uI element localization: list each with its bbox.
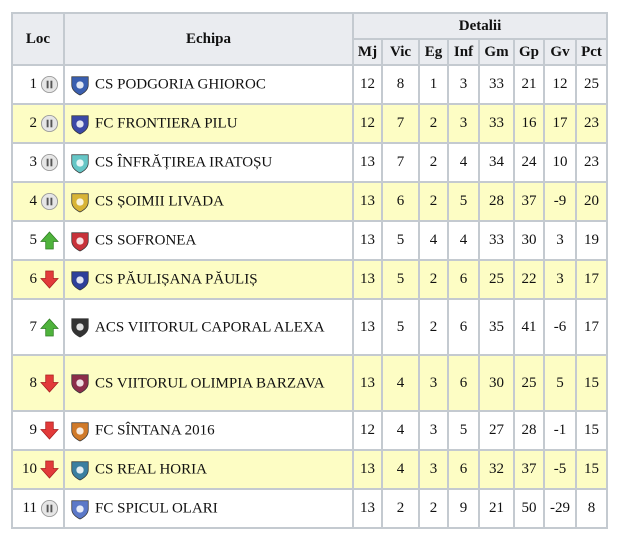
stat-gm: 34: [480, 144, 513, 181]
position-cell: [13, 105, 63, 142]
stat-gv: 10: [545, 144, 575, 181]
stat-mj: 12: [354, 105, 381, 142]
stat-eg: 2: [420, 300, 447, 354]
trend-down-icon: [40, 460, 59, 479]
stat-gv: 3: [545, 261, 575, 298]
stat-inf: 3: [449, 105, 478, 142]
standings-wrapper: [11, 12, 608, 529]
header-col-gp: Gp: [515, 40, 543, 64]
stat-gm: 35: [480, 300, 513, 354]
position-cell: [13, 451, 63, 488]
stat-pct: 15: [577, 451, 606, 488]
stat-gm: 27: [480, 412, 513, 449]
table-row[interactable]: [13, 66, 606, 103]
stat-vic: 5: [383, 222, 418, 259]
stat-mj: 13: [354, 300, 381, 354]
stat-pct: 17: [577, 261, 606, 298]
team-cell[interactable]: [65, 356, 352, 410]
header-col-gm: Gm: [480, 40, 513, 64]
stat-vic: 4: [383, 412, 418, 449]
stat-pct: 15: [577, 412, 606, 449]
stat-inf: 6: [449, 451, 478, 488]
stat-gm: 33: [480, 105, 513, 142]
stat-gm: 21: [480, 490, 513, 527]
stat-eg: 2: [420, 490, 447, 527]
stat-gm: 33: [480, 66, 513, 103]
stat-gv: 5: [545, 356, 575, 410]
team-crest-icon: [69, 459, 91, 481]
stat-vic: 7: [383, 144, 418, 181]
header-col-gv: Gv: [545, 40, 575, 64]
position-number: 7: [29, 318, 37, 335]
stat-inf: 9: [449, 490, 478, 527]
position-cell: [13, 144, 63, 181]
team-cell[interactable]: [65, 490, 352, 527]
team-cell[interactable]: [65, 451, 352, 488]
team-cell[interactable]: [65, 183, 352, 220]
stat-vic: 2: [383, 490, 418, 527]
stat-vic: 8: [383, 66, 418, 103]
team-name-link[interactable]: CS ȘOIMII LIVADA: [95, 193, 224, 210]
stat-gm: 25: [480, 261, 513, 298]
header-col-vic: Vic: [383, 40, 418, 64]
standings-table: [11, 12, 608, 529]
stat-eg: 2: [420, 183, 447, 220]
team-cell[interactable]: [65, 261, 352, 298]
stat-pct: 20: [577, 183, 606, 220]
stat-vic: 4: [383, 356, 418, 410]
team-name-link[interactable]: CS PĂULIȘANA PĂULIȘ: [95, 271, 258, 288]
stat-gp: 24: [515, 144, 543, 181]
team-name-link[interactable]: CS PODGORIA GHIOROC: [95, 76, 266, 93]
stat-inf: 6: [449, 261, 478, 298]
stat-gp: 50: [515, 490, 543, 527]
team-crest-icon: [69, 372, 91, 394]
position-cell: [13, 300, 63, 354]
stat-gp: 28: [515, 412, 543, 449]
header-col-pct: Pct: [577, 40, 606, 64]
stat-gv: 12: [545, 66, 575, 103]
header-team: Echipa: [65, 14, 352, 64]
stat-pct: 17: [577, 300, 606, 354]
table-row[interactable]: [13, 451, 606, 488]
team-crest-icon: [69, 316, 91, 338]
team-crest-icon: [69, 191, 91, 213]
header-col-eg: Eg: [420, 40, 447, 64]
team-cell[interactable]: [65, 66, 352, 103]
trend-up-icon: [40, 231, 59, 250]
stat-inf: 5: [449, 183, 478, 220]
stat-gp: 25: [515, 356, 543, 410]
team-crest-icon: [69, 152, 91, 174]
stat-pct: 23: [577, 144, 606, 181]
position-number: 4: [29, 193, 37, 209]
stat-eg: 1: [420, 66, 447, 103]
stat-gm: 32: [480, 451, 513, 488]
stat-inf: 6: [449, 300, 478, 354]
stat-inf: 4: [449, 222, 478, 259]
stat-eg: 4: [420, 222, 447, 259]
table-row[interactable]: [13, 412, 606, 449]
stat-gm: 28: [480, 183, 513, 220]
stat-mj: 13: [354, 222, 381, 259]
header-col-inf: Inf: [449, 40, 478, 64]
team-crest-icon: [69, 420, 91, 442]
position-number: 3: [29, 154, 37, 170]
position-cell: [13, 412, 63, 449]
stat-gp: 37: [515, 451, 543, 488]
position-number: 6: [29, 271, 37, 287]
team-crest-icon: [69, 113, 91, 135]
table-row[interactable]: [13, 356, 606, 410]
position-number: 1: [29, 76, 37, 92]
team-cell[interactable]: [65, 222, 352, 259]
trend-down-icon: [40, 421, 59, 440]
stat-eg: 2: [420, 261, 447, 298]
position-number: 8: [29, 374, 37, 391]
table-row[interactable]: [13, 144, 606, 181]
no-change-icon: [40, 153, 59, 172]
team-name-link[interactable]: FC SÎNTANA 2016: [95, 422, 215, 439]
stat-inf: 4: [449, 144, 478, 181]
stat-mj: 13: [354, 144, 381, 181]
no-change-icon: [40, 75, 59, 94]
team-name-link[interactable]: FC SPICUL OLARI: [95, 500, 218, 517]
team-crest-icon: [69, 230, 91, 252]
team-name-link[interactable]: ACS VIITORUL CAPORAL ALEXA: [95, 319, 325, 336]
stat-inf: 3: [449, 66, 478, 103]
stat-vic: 5: [383, 261, 418, 298]
position-number: 9: [29, 422, 37, 438]
stat-gp: 41: [515, 300, 543, 354]
trend-down-icon: [40, 270, 59, 289]
position-cell: [13, 356, 63, 410]
stat-vic: 5: [383, 300, 418, 354]
stat-mj: 13: [354, 490, 381, 527]
position-number: 5: [29, 232, 37, 248]
team-cell[interactable]: [65, 300, 352, 354]
team-crest-icon: [69, 498, 91, 520]
stat-gv: -6: [545, 300, 575, 354]
position-cell: [13, 66, 63, 103]
team-cell[interactable]: [65, 144, 352, 181]
stat-vic: 4: [383, 451, 418, 488]
stat-mj: 12: [354, 412, 381, 449]
stat-mj: 13: [354, 356, 381, 410]
stat-mj: 13: [354, 261, 381, 298]
team-name-link[interactable]: CS SOFRONEA: [95, 232, 197, 249]
stat-pct: 23: [577, 105, 606, 142]
team-crest-icon: [69, 74, 91, 96]
stat-mj: 13: [354, 451, 381, 488]
no-change-icon: [40, 499, 59, 518]
table-row[interactable]: [13, 300, 606, 354]
team-crest-icon: [69, 269, 91, 291]
stat-inf: 5: [449, 412, 478, 449]
table-row[interactable]: [13, 261, 606, 298]
stat-eg: 3: [420, 451, 447, 488]
stat-pct: 8: [577, 490, 606, 527]
stat-eg: 3: [420, 412, 447, 449]
position-number: 11: [22, 500, 37, 516]
team-cell[interactable]: [65, 412, 352, 449]
stat-mj: 12: [354, 66, 381, 103]
position-cell: [13, 261, 63, 298]
stat-gv: -9: [545, 183, 575, 220]
stat-gm: 30: [480, 356, 513, 410]
stat-vic: 7: [383, 105, 418, 142]
stat-gp: 21: [515, 66, 543, 103]
stat-gp: 22: [515, 261, 543, 298]
stat-gp: 30: [515, 222, 543, 259]
no-change-icon: [40, 114, 59, 133]
stat-eg: 2: [420, 105, 447, 142]
header-col-mj: Mj: [354, 40, 381, 64]
stat-gm: 33: [480, 222, 513, 259]
stat-mj: 13: [354, 183, 381, 220]
team-name-link[interactable]: FC FRONTIERA PILU: [95, 115, 238, 132]
trend-up-icon: [40, 318, 59, 337]
stat-gv: 3: [545, 222, 575, 259]
stat-gv: -5: [545, 451, 575, 488]
position-cell: [13, 222, 63, 259]
team-cell[interactable]: [65, 105, 352, 142]
stat-gv: -29: [545, 490, 575, 527]
table-row[interactable]: [13, 490, 606, 527]
position-number: 2: [29, 115, 37, 131]
stat-gv: 17: [545, 105, 575, 142]
stat-vic: 6: [383, 183, 418, 220]
header-loc: Loc: [13, 14, 63, 64]
table-row[interactable]: [13, 222, 606, 259]
table-row[interactable]: [13, 105, 606, 142]
no-change-icon: [40, 192, 59, 211]
position-cell: [13, 490, 63, 527]
stat-pct: 19: [577, 222, 606, 259]
trend-down-icon: [40, 374, 59, 393]
table-row[interactable]: [13, 183, 606, 220]
stat-eg: 3: [420, 356, 447, 410]
stat-gp: 16: [515, 105, 543, 142]
position-cell: [13, 183, 63, 220]
stat-inf: 6: [449, 356, 478, 410]
stat-gp: 37: [515, 183, 543, 220]
team-name-link[interactable]: CS ÎNFRĂȚIREA IRATOȘU: [95, 154, 273, 171]
stat-gv: -1: [545, 412, 575, 449]
team-name-link[interactable]: CS VIITORUL OLIMPIA BARZAVA: [95, 375, 325, 392]
stat-pct: 15: [577, 356, 606, 410]
stat-pct: 25: [577, 66, 606, 103]
position-number: 10: [22, 461, 37, 477]
stat-eg: 2: [420, 144, 447, 181]
team-name-link[interactable]: CS REAL HORIA: [95, 461, 207, 478]
header-details: Detalii: [354, 14, 606, 38]
